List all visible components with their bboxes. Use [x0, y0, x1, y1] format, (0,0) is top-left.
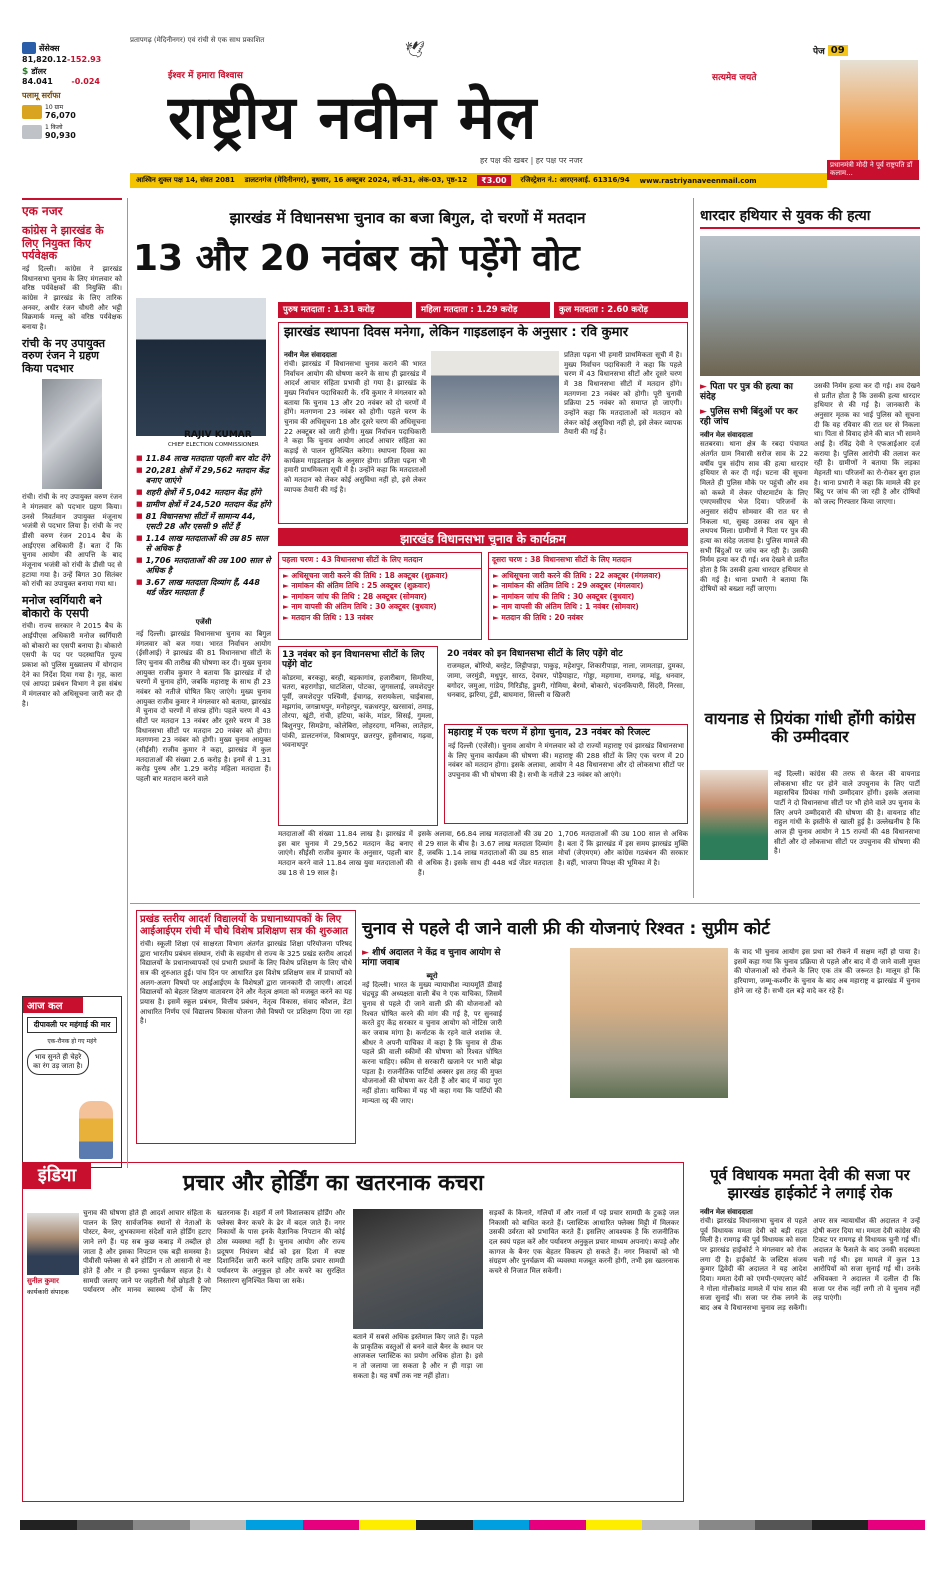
story1-headline: कांग्रेस ने झारखंड के लिए नियुक्त किए पर्यवेक्षक [22, 224, 104, 263]
dollar-label: डॉलर [31, 67, 47, 76]
male-voters: पुरुष मतदाता : 1.31 करोड़ [278, 302, 412, 318]
phase2-title: दूसरा चरण : 38 विधानसभा सीटों के लिए मतदान [489, 553, 687, 569]
tagline-right: सत्यमेव जयते [712, 73, 757, 83]
training-headline: प्रखंड स्तरीय आदर्श विद्यालयों के प्रधानाध्यापकों के लिए आईआईएम रांची में चौथे विशेष प्रशिक्षण सत्र की शुरुआत [140, 914, 349, 937]
india-body: चुनाव की घोषणा होते ही आदर्श आचार संहिता के पालन के लिए सार्वजनिक स्थानों से नेताओं के पोस्टर, बैनर, शुभकामना संदेशों वाले होर्डिंग हटाए जाने लगे हैं। यह सब कुछ कबाड़ में तब्दील हो जाता है और इसका निपटान एक बड़ी समस्या है। पीवीसी फ्लेक्स से बने होर्डिंग न तो आसानी से नष्ट होते हैं और न ही इनका पुनर्चक्रण सहज है। ये सामग्री जलाए जाने पर जहरीली गैसें छोड़ती है जो पर्यावरण और मानव स्वास्थ्य दोनों के लिए खतरनाक हैं। शहरों में लगे विशालकाय होर्डिंग और फ्लेक्स बैनर कचरे के ढेर में बदल जाते हैं। नगर निकायों के पास इनके वैज्ञानिक निपटान की कोई ठोस व्यवस्था नहीं है। चुनाव आयोग और राज्य प्रदूषण नियंत्रण बोर्ड को इस दिशा में स्पष्ट दिशानिर्देश जारी करने चाहिए ताकि प्रचार सामग्री पर्यावरण के अनुकूल हो और कचरे का सुरक्षित निस्तारण सुनिश्चित किया जा सके। [83, 1209, 345, 1295]
priyanka-photo [700, 770, 768, 860]
dollar-change: -0.024 [71, 77, 100, 86]
lead-cont-3: 1,706 मतदाताओं की उम्र 100 साल से अधिक है। बता दें कि झारखंड में इस समय झारखंड मुक्ति मोर्चा (जेएमएम) और कांग्रेस गठबंधन की सरकार है। वहीं, भाजपा विपक्ष की भूमिका में है। [558, 830, 688, 867]
press-conference-photo [431, 351, 559, 433]
phase1-item: ► नाम वापसी की अंतिम तिथि : 30 अक्टूबर (बुधवार) [283, 602, 437, 611]
page-number [813, 44, 848, 57]
bird-icon: 🕊 [405, 40, 426, 59]
agency: एजेंसी [195, 618, 212, 626]
foundation-body: रांची। झारखंड में विधानसभा चुनाव कराने की भारत निर्वाचन आयोग की घोषणा करने के साथ ही झारखंड में आदर्श आचार संहिता प्रभावी हो गया है। झारखंड के मुख्य निर्वाचन पदाधिकारी के. रवि कुमार ने मंगलवार को बताया कि चुनाव 13 और 20 नवंबर को दो चरणों में होंगे। मतगणना 23 नवंबर को होगी। पहले चरण के चुनाव की अधिसूचना 18 और दूसरे चरण की अधिसूचना 22 अक्टूबर को जारी होगी। मुख्य निर्वाचन पदाधिकारी ने कहा कि चुनाव आयोग आदर्श आचार संहिता का कड़ाई से पालन सुनिश्चित करेगा। स्थापना दिवस का कार्यक्रम गाइडलाइन के अनुसार होगा। प्रतिज्ञा पढ़ना भी हमारी प्राथमिकता सूची में है। उन्होंने कहा कि मतदाताओं को मतदान को लेकर कोई असुविधा नहीं हो, इसे लेकर व्यापक तैयारी की गई है। [284, 360, 426, 494]
pm-caption: प्रधानमंत्री मोदी ने पूर्व राष्ट्रपति डॉ कलाम... [827, 160, 919, 180]
story2-photo [42, 379, 102, 489]
india-body-mid: बताने में सबसे अधिक इस्तेमाल किए जाते हैं। पहले के प्राकृतिक वस्तुओं से बनने वाले बैनर के स्थान पर आजकल प्लास्टिक का प्रयोग अधिक होता है। इसे न तो जलाया जा सकता है और न ही गाड़ा जा सकता है। यह वर्षों तक नष्ट नहीं होता। [353, 1333, 483, 1380]
training-story [136, 910, 356, 1144]
phase2-item: ► नामांकन की अंतिम तिथि : 29 अक्टूबर (मंगलवार) [493, 581, 644, 590]
lead-bullets [136, 452, 271, 600]
silver-bar-icon [22, 125, 42, 139]
column-rule [693, 198, 694, 898]
mamta-byline: नवीन मेल संवाददाता [700, 1208, 753, 1216]
india-label: इंडिया [23, 1163, 91, 1189]
sensex-change: -152.93 [67, 55, 102, 64]
cartoon-box [22, 996, 122, 1168]
phase1-box [278, 552, 482, 640]
seats20-box [444, 646, 688, 718]
supreme-headline: चुनाव से पहले दी जाने वाली फ्री की योजनाएं रिश्वत : सुप्रीम कोर्ट [362, 919, 770, 939]
lead-cont-1: मतदाताओं की संख्या 11.84 लाख है। झारखंड में इस बार चुनाव में 29,562 मतदान केंद्र बनाए जाएंगे। सीईसी राजीव कुमार के अनुसार, पहली बार मतदान करने वाले 11.84 लाख युवा मतदाताओं की उम्र 18 से 19 साल है। [278, 830, 413, 877]
story3-headline: मनोज स्वर्गियारी बने बोकारो के एसपी [22, 594, 102, 620]
hindi-date: आश्विन शुक्ल पक्ष 14, संवत 2081 [136, 176, 235, 184]
crime-body: सतबरवा। थाना क्षेत्र के रबदा पंचायत अंतर्गत ग्राम निवासी सरोज साव के 22 वर्षीय पुत्र संदीप साव की हत्या धारदार हथियार से कर दी गई। घटना की सूचना मिलते ही पुलिस मौके पर पहुंची और शव को कब्जे में लेकर पोस्टमार्टम के लिए एमएमसीएच भेज दिया। परिजनों के अनुसार संदीप सोमवार की रात घर से निकला था, सुबह उसका शव खून से लथपथ मिला। ग्रामीणों ने पिता पर पुत्र की हत्या का संदेह जताया है। पुलिस मामले की सभी बिंदुओं पर जांच कर रही है। उसकी निर्मम हत्या कर दी गई। शव देखने से प्रतीत होता है कि उसकी हत्या धारदार हथियार से की गई है। थाना प्रभारी ने बताया कि दोषियों को बख्शा नहीं जाएगा। [700, 440, 808, 594]
cartoon-figure [79, 1101, 113, 1159]
slogan: हर पक्ष की खबर | हर पक्ष पर नजर [480, 156, 583, 165]
gold-label: पलामू सर्राफा [22, 91, 61, 100]
crime-sub1: ► पिता पर पुत्र की हत्या का संदेह [700, 382, 793, 403]
gold-unit: 10 ग्राम [45, 104, 64, 111]
author-photo [27, 1213, 79, 1275]
maharashtra-box [444, 724, 688, 824]
seats13-box [278, 646, 438, 826]
cartoon-sub: एक-रौनक हो गए महंगे [47, 1038, 97, 1045]
dollar-value: 84.041 [22, 77, 53, 86]
page-no: 09 [828, 45, 848, 56]
india-headline: प्रचार और होर्डिंग का खतरनाक कचरा [183, 1171, 484, 1196]
phase2-item: ► मतदान की तिथि : 20 नवंबर [493, 612, 584, 622]
crime-headline: धारदार हथियार से युवक की हत्या [700, 206, 920, 229]
story2-headline: रांची के नए उपायुक्त वरुण रंजन ने ग्रहण किया पदभार [22, 336, 105, 375]
foundation-byline: नवीन मेल संवाददाता [284, 351, 337, 359]
voter-bar [278, 302, 688, 318]
website[interactable]: www.rastriyanaveenmail.com [639, 176, 757, 185]
maharashtra-body: नई दिल्ली (एजेंसी)। चुनाव आयोग ने मंगलवार को दो राज्यों महाराष्ट्र एवं झारखंड विधानसभा के लिए चुनाव कार्यक्रम की घोषणा की। महाराष्ट्र की 288 सीटों के लिए एक चरण में 20 नवंबर को मतदान होगा। इसके अलावा, आयोग ने 48 विधानसभा और दो लोकसभा सीटों पर उपचुनाव की भी घोषणा की है। सभी के नतीजे 23 नवंबर को आएंगे। [448, 741, 684, 779]
bullet-item: ■ शहरी क्षेत्रों में 5,042 मतदान केंद्र होंगे [136, 488, 261, 497]
bullet-item: ■ 81 विधानसभा सीटों में सामान्य 44, एसटी 28 और एससी 9 सीटें हैं [136, 512, 256, 531]
phase2-item: ► नामांकन जांच की तिथि : 30 अक्टूबर (बुधवार) [493, 591, 635, 601]
mamta-headline: पूर्व विधायक ममता देवी की सजा पर झारखंड हाईकोर्ट ने लगाई रोक [710, 1166, 910, 1202]
sensex-value: 81,820.12 [22, 55, 68, 64]
left-column [22, 198, 122, 709]
section-rule [130, 903, 920, 904]
training-body: रांची। स्कूली शिक्षा एवं साक्षरता विभाग अंतर्गत झारखंड शिक्षा परियोजना परिषद द्वारा भारतीय प्रबंधन संस्थान, रांची के सहयोग से राज्य के 325 प्रखंड स्तरीय आदर्श विद्यालयों के प्रधानाध्यापकों एवं प्रभारी प्रधानों के लिए विशेष प्रशिक्षण के लिए चौथे सत्र की शुरुआत हुई। पांच दिन पर आधारित इस विशेष प्रशिक्षण सत्र में प्राचार्यों को अलग-अलग विषयों पर आईआईएम के विशेषज्ञों द्वारा जानकारी दी जाएगी। आदर्श विद्यालयों को बेहतर शिक्षण वातावरण देने और नेतृत्व क्षमता को मजबूत करने का यह प्रयास है। इसमें स्कूल प्रबंधन, वित्तीय प्रबंधन, नेतृत्व विकास, संवाद कौशल, डेटा आधारित निर्णय एवं विद्यालय विकास योजना जैसे विषयों पर प्रशिक्षण दिया जा रहा है। [140, 940, 352, 1026]
registration: रजिस्ट्रेशन नं.: आरएनआई. 61316/94 [520, 176, 630, 184]
column-rule [127, 198, 128, 1168]
place-date: डालटनगंज (मेदिनीनगर), बुधवार, 16 अक्टूबर 2024, वर्ष-31, अंक-03, पृष्ठ-12 [244, 176, 468, 184]
foundation-body-right: प्रतिज्ञा पढ़ना भी हमारी प्राथमिकता सूची में है। मुख्य निर्वाचन पदाधिकारी ने कहा कि पहले चरण में 43 विधानसभा सीटों और दूसरे चरण में 38 विधानसभा सीटों में मतदान होंगे। मतगणना 23 नवंबर को होगी। पूरी चुनावी प्रक्रिया 25 नवंबर को समाप्त हो जाएगी। उन्होंने कहा कि मतदाताओं को मतदान को लेकर कोई असुविधा नहीं हो, इसे लेकर व्यापक तैयारी की गई है। [564, 351, 682, 437]
page-label: पेज [813, 47, 825, 57]
seats13-headline: 13 नवंबर को इन विधानसभा सीटों के लिए पड़ेंगे वोट [282, 650, 425, 671]
phase2-box [488, 552, 688, 640]
supreme-byline: ब्यूरो [426, 971, 438, 980]
crime-photo [700, 236, 920, 376]
cartoon-speech: भाव सुनते ही चेहरे का रंग उड़ जाता है। [27, 1049, 89, 1075]
gold-value: 76,070 [45, 111, 76, 120]
cec-title: CHIEF ELECTION COMMISSIONER [168, 442, 259, 448]
phase2-item: ► अधिसूचना जारी करने की तिथि : 22 अक्टूबर (मंगलवार) [493, 570, 661, 580]
bullet-item: ■ 1.14 लाख मतदाताओं की उम्र 85 साल से अधिक है [136, 534, 269, 553]
section-title: एक नजर [22, 204, 63, 218]
cec-photo [136, 298, 266, 436]
story3-body: रांची। राज्य सरकार ने 2015 बैच के आईपीएस अधिकारी मनोज स्वर्गियारी को बोकारो का एसपी बनाया है। बोकारो एसपी के पद पर पदस्थापित पूज्य प्रकाश को पुलिस मुख्यालय में योगदान देने का निर्देश दिया गया है। गृह, कारा एवं आपदा प्रबंधन विभाग ने इस संबंध में मंगलवार को अधिसूचना जारी कर दी है। [22, 622, 122, 708]
bullet-item: ■ ग्रामीण क्षेत्रों में 24,520 मतदान केंद्र होंगे [136, 500, 271, 509]
cartoon-banner: दीपावली पर महंगाई की मार [27, 1017, 117, 1033]
crime-body-right: उसकी निर्मम हत्या कर दी गई। शव देखने से प्रतीत होता है कि उसकी हत्या धारदार हथियार से की गई है। जानकारी के अनुसार मृतक का भाई पुलिस को सूचना दी कि वह रविवार की रात घर से निकला था। पिता से विवाद होने की बात भी सामने आई है। रविंद्र देवी ने एफआईआर दर्ज कराया है। पुलिस आरोपी की तलाश कर रही है। ग्रामीणों ने बताया कि लड़का मेहनती था। परिजनों का रो-रोकर बुरा हाल है। थाना प्रभारी ने कहा कि मामले की हर बिंदु पर जांच की जा रही है और दोषियों को जल्द गिरफ्तार किया जाएगा। [814, 382, 920, 506]
crime-sub2: ► पुलिस सभी बिंदुओं पर कर रही जांच [700, 406, 798, 428]
total-voters: कुल मतदाता : 2.60 करोड़ [554, 302, 688, 318]
seats20-list: राजमहल, बोरियो, बरहेट, लिट्टीपाड़ा, पाकुड़, महेशपुर, शिकारीपाड़ा, नाला, जामताड़ा, दुमका, जामा, जरमुंडी, मधुपुर, सारठ, देवघर, पोड़ैयाहाट, गोड्डा, महगामा, रामगढ़, मांडू, धनवार, बगोदर, जमुआ, गांडेय, गिरिडीह, डुमरी, गोमिया, बेरमो, बोकारो, चंदनकियारी, सिंदरी, निरसा, धनबाद, झरिया, टुंडी, बाघमारा, सिल्ली व खिजरी [447, 662, 685, 700]
lead-cont-2: इसके अलावा, 66.84 लाख मतदाताओं की उम्र 20 से 29 साल के बीच है। 3.67 लाख मतदाता दिव्यांग हैं, जबकि 1.14 लाख मतदाताओं की उम्र 85 साल से अधिक है। इसके साथ ही 448 थर्ड जेंडर मतदाता हैं। [418, 830, 553, 877]
phase1-item: ► नामांकन की अंतिम तिथि : 25 अक्टूबर (शुक्रवार) [283, 581, 431, 590]
publication-line: प्रतापगढ़ (मेदिनीनगर) एवं रांची से एक साथ प्रकाशित [130, 36, 265, 44]
market-panel [22, 42, 100, 140]
sensex-icon [22, 42, 36, 54]
author-name: सुनील कुमार [27, 1277, 59, 1285]
lead-kicker: झारखंड में विधानसभा चुनाव का बजा बिगुल, दो चरणों में मतदान [229, 209, 586, 227]
priyanka-body: नई दिल्ली। कांग्रेस की तरफ से केरल की वायनाड लोकसभा सीट पर होने वाले उपचुनाव के लिए पार्टी महासचिव प्रियंका गांधी उम्मीदवार होंगी। इसके अलावा पार्टी ने दो विधानसभा सीटों पर भी होने वाले उप चुनाव के लिए अपने उम्मीदवारों की घोषणा की है। वायनाड सीट राहुल गांधी के इस्तीफे से खाली हुई है। उल्लेखनीय है कि आज ही चुनाव आयोग ने 15 राज्यों की 48 विधानसभा सीटों और दो लोकसभा सीटों पर उपचुनाव की घोषणा की है। [774, 770, 920, 856]
price: ₹3.00 [477, 175, 510, 186]
mamta-body: रांची। झारखंड विधानसभा चुनाव से पहले पूर्व विधायक ममता देवी को बड़ी राहत मिली है। रामगढ़ की पूर्व विधायक को सजा पर झारखंड हाईकोर्ट ने मंगलवार को रोक लगा दी है। हाईकोर्ट के जस्टिस संजय कुमार द्विवेदी की अदालत ने यह आदेश दिया। ममता देवी को एमपी-एमएलए कोर्ट ने गोला गोलीकांड मामले में पांच साल की सजा सुनाई थी। सजा पर रोक लगने के बाद अब वे विधानसभा चुनाव लड़ सकेंगी। अपर सत्र न्यायाधीश की अदालत ने उन्हें दोषी करार दिया था। ममता देवी कांग्रेस की टिकट पर रामगढ़ से विधायक चुनी गई थीं। अदालत के फैसले के बाद उनकी सदस्यता चली गई थी। इस मामले में कुल 13 आरोपियों को सजा सुनाई गई थी। उनके अधिवक्ता ने अदालत में दलील दी कि सजा पर रोक नहीं लगी तो वे चुनाव नहीं लड़ पाएंगी। [700, 1217, 920, 1312]
foundation-story [278, 322, 688, 524]
silver-unit: 1 किलो [45, 124, 63, 131]
seats13-list: कोडरमा, बरकट्ठा, बरही, बड़कागांव, हजारीबाग, सिमरिया, चतरा, बहरागोड़ा, घाटशिला, पोटका, जुगसलाई, जमशेदपुर पूर्वी, जमशेदपुर पश्चिमी, ईचागढ़, सरायकेला, चाईबासा, मझगांव, जगन्नाथपुर, मनोहरपुर, चक्रधरपुर, खरसावां, तमाड़, तोरपा, खूंटी, रांची, हटिया, कांके, मांडर, सिसई, गुमला, बिशुनपुर, सिमडेगा, कोलेबिरा, लोहरदगा, मनिका, लातेहार, पांकी, डालटनगंज, विश्रामपुर, छतरपुर, हुसैनाबाद, गढ़वा, भवनाथपुर [282, 673, 434, 750]
dollar-icon: $ [22, 66, 29, 77]
story1-body: नई दिल्ली। कांग्रेस ने झारखंड विधानसभा चुनाव के लिए मंगलवार को वरिष्ठ पर्यवेक्षकों की नियुक्ति की। कांग्रेस ने झारखंड के लिए तारिक अनवर, अधीर रंजन चौधरी और भट्टी विक्रमार्क मल्लू को वरिष्ठ पर्यवेक्षक बनाया है। [22, 264, 122, 331]
supreme-body: नई दिल्ली। भारत के मुख्य न्यायाधीश न्यायमूर्ति डीवाई चंद्रचूड़ की अध्यक्षता वाली बेंच ने एक याचिका, जिसमें चुनाव से पहले दी जाने वाली फ्री की योजनाओं को रिश्वत घोषित करने की मांग की गई है, पर सुनवाई करते हुए केंद्र सरकार व चुनाव आयोग को नोटिस जारी कर जवाब मांगा है। कर्नाटक के रहने वाले शशांक जे. श्रीधर ने अपनी याचिका में कहा है कि चुनाव से ठीक पहले फ्री वाली स्कीमों की घोषणा को रिश्वत घोषित करना चाहिए। स्कीम से सरकारी खजाने पर भारी बोझ पड़ता है। राजनीतिक पार्टियां अक्सर इस तरह की मुफ्त योजनाओं की घोषणा कर देती हैं और बाद में वादा पूरा नहीं होता। याचिका में यह भी कहा गया कि पार्टियों की मान्यता रद्द की जाए। [362, 980, 502, 1105]
phase2-item: ► नाम वापसी की अंतिम तिथि : 1 नवंबर (सोमवार) [493, 602, 639, 611]
lead-headline: 13 और 20 नवंबर को पड़ेंगे वोट [133, 238, 580, 279]
pm-photo [840, 60, 918, 160]
waste-photo [353, 1209, 483, 1329]
india-editorial [22, 1162, 684, 1502]
dateline-bar [130, 173, 827, 188]
crime-byline: नवीन मेल संवाददाता [700, 431, 753, 440]
female-voters: महिला मतदाता : 1.29 करोड़ [416, 302, 550, 318]
phase1-item: ► अधिसूचना जारी करने की तिथि : 18 अक्टूबर (शुक्रवार) [283, 570, 448, 580]
registration-bar [20, 1520, 925, 1530]
maharashtra-headline: महाराष्ट्र में एक चरण में होगा चुनाव, 23 नवंबर को रिजल्ट [448, 727, 650, 738]
phase1-item: ► नामांकन जांच की तिथि : 28 अक्टूबर (सोमवार) [283, 591, 427, 601]
seats20-headline: 20 नवंबर को इन विधानसभा सीटों के लिए पड़ेंगे वोट [447, 649, 623, 659]
phase1-item: ► मतदान की तिथि : 13 नवंबर [283, 612, 374, 622]
gold-bar-icon [22, 105, 42, 119]
masthead-title: राष्ट्रीय नवीन मेल [168, 83, 538, 153]
cartoon-label: आज कल [23, 997, 83, 1013]
lead-body-col [136, 618, 271, 785]
supreme-sub: ► शीर्ष अदालत ने केंद्र व चुनाव आयोग से मांगा जवाब [362, 948, 501, 969]
bullet-item: ■ 20,281 क्षेत्रों में 29,562 मतदान केंद्र बनाए जाएंगे [136, 466, 269, 485]
supreme-body-right: के वाद भी चुनाव आयोग इस प्रथा को रोकने में सक्षम नहीं हो पाया है। इसमें कहा गया कि चुनाव प्रक्रिया से पहले और बाद में दी जाने वाली मुफ्त की योजनाओं को रोकने के लिए एक तंत्र की जरूरत है। मालूम हो कि हरियाणा, जम्मू-कश्मीर के चुनाव के बाद अब महाराष्ट्र व झारखंड में चुनाव होने जा रहे हैं। सभी दल बड़े वादे कर रहे हैं। [734, 948, 920, 995]
silver-value: 90,930 [45, 131, 76, 140]
bullet-item: ■ 11.84 लाख मतदाता पहली बार वोट देंगे [136, 454, 270, 463]
phase1-title: पहला चरण : 43 विधानसभा सीटों के लिए मतदान [279, 553, 481, 569]
bullet-item: ■ 1,706 मतदाताओं की उम्र 100 साल से अधिक है [136, 556, 271, 575]
tagline-left: ईश्वर में हमारा विश्वास [168, 71, 243, 81]
author-role: कार्यकारी संपादक [27, 1288, 69, 1296]
schedule-banner: झारखंड विधानसभा चुनाव के कार्यक्रम [278, 528, 688, 546]
story2-body: रांची। रांची के नए उपायुक्त वरुण रंजन ने मंगलवार को पदभार ग्रहण किया। उनसे निवर्तमान उपायुक्त मंजूनाथ भजंत्री से पदभार लिया है। रांची के नए डीसी वरुण रंजन 2014 बैच के आईएएस अधिकारी हैं। बता दें कि चुनाव आयोग की आपत्ति के बाद मंजूनाथ भजंत्री को रांची के डीसी पद से हटाया गया है। उन्हें बिगत 30 सितंबर को रांची का उपायुक्त बनाया गया था। [22, 493, 122, 589]
foundation-headline: झारखंड स्थापना दिवस मनेगा, लेकिन गाइडलाइन के अनुसार : रवि कुमार [284, 325, 629, 340]
cec-name: RAJIV KUMAR [184, 430, 252, 440]
supreme-court-photo [570, 948, 728, 1098]
sensex-label: सेंसेक्स [39, 43, 60, 53]
india-body-right: सड़कों के किनारे, गलियों में और नालों में पड़े प्रचार सामग्री के टुकड़े जल निकासी को बाधित करते हैं। प्लास्टिक आधारित फ्लेक्स मिट्टी में मिलकर उसकी उर्वरता को प्रभावित करते हैं। इसलिए आवश्यक है कि राजनीतिक दल स्वयं पहल करें और पर्यावरण अनुकूल प्रचार माध्यम अपनाएं। कपड़े और कागज के बैनर एक बेहतर विकल्प हो सकते हैं। नगर निकायों को भी संग्रहण और पुनर्चक्रण की व्यवस्था मजबूत करनी होगी, तभी इस खतरनाक कचरे से निजात मिल सकेगी। [489, 1209, 679, 1275]
priyanka-headline: वायनाड से प्रियंका गांधी होंगी कांग्रेस की उम्मीदवार [704, 709, 916, 747]
bullet-item: ■ 3.67 लाख मतदाता दिव्यांग हैं, 448 थर्ड जेंडर मतदाता हैं [136, 578, 260, 597]
lead-body: नई दिल्ली। झारखंड विधानसभा चुनाव का बिगुल मंगलवार को बज गया। भारत निर्वाचन आयोग (ईसीआई) ने झारखंड की 81 विधानसभा सीटों के लिए चुनाव की तारीख की घोषणा कर दी। मुख्य चुनाव आयुक्त राजीव कुमार ने बताया कि झारखंड में दो चरणों में चुनाव होंगे, जबकि महाराष्ट्र के साथ ही 23 नवंबर को नतीजे घोषित किए जाएंगे। मुख्य चुनाव आयुक्त राजीव कुमार ने मंगलवार को बताया, झारखंड में चुनाव दो चरणों में संपन्न होंगे। पहले चरण में 43 सीटों पर मतदान 13 नवंबर और दूसरे चरण में 38 विधानसभा सीटों पर मतदान 20 नवंबर को होगा। मतगणना 23 नवंबर को होगी। मुख्य चुनाव आयुक्त (सीईसी) राजीव कुमार ने कहा, झारखंड में कुल मतदाताओं की संख्या 2.6 करोड़ है। इनमें से 1.31 करोड़ पुरुष और 1.29 करोड़ महिला मतदाता हैं। पहली बार मतदान करने वाले [136, 630, 271, 783]
